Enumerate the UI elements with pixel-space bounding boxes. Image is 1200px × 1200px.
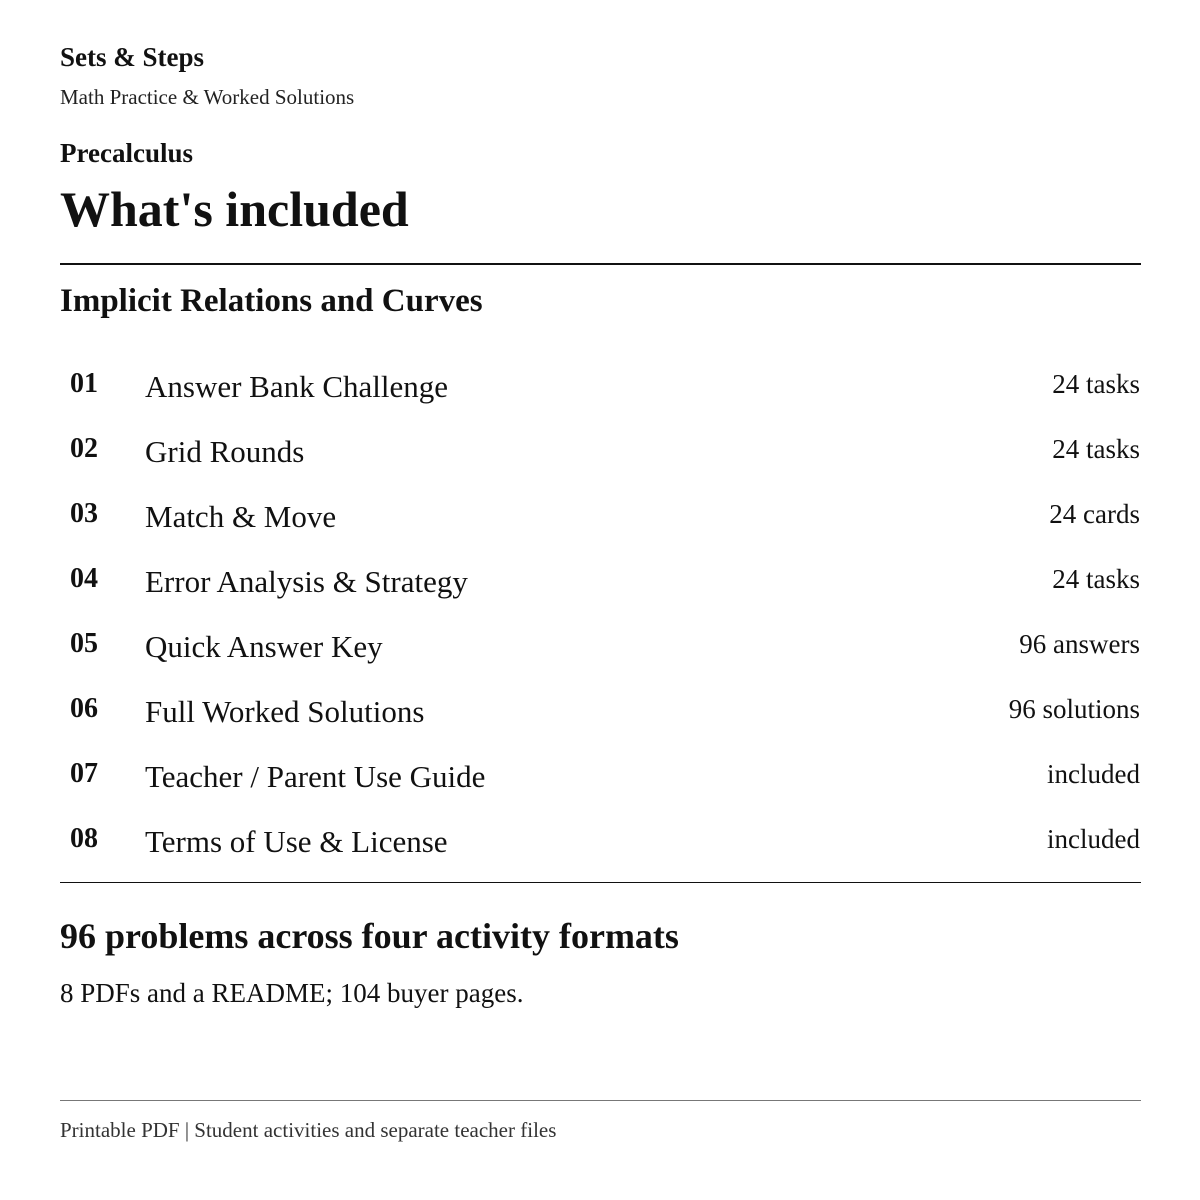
item-number: 02	[70, 433, 98, 464]
brand-name: Sets & Steps	[60, 42, 205, 72]
item-count: 24 tasks	[1052, 434, 1140, 464]
contents-item	[60, 677, 1141, 742]
item-number: 03	[70, 498, 98, 529]
item-title: Full Worked Solutions	[145, 694, 425, 729]
item-title: Match & Move	[145, 499, 337, 534]
item-title: Terms of Use & License	[145, 824, 448, 859]
item-title: Quick Answer Key	[145, 629, 383, 664]
item-count: included	[1047, 759, 1140, 789]
footer-text: Printable PDF | Student activities and separate teacher files	[60, 1118, 557, 1142]
contents-item	[60, 417, 1141, 482]
item-title: Answer Bank Challenge	[145, 369, 449, 404]
document-page	[60, 0, 1141, 1200]
contents-item	[60, 352, 1141, 417]
page-title: What's included	[60, 181, 409, 237]
contents-item	[60, 547, 1141, 612]
contents-item	[60, 612, 1141, 677]
contents-item	[60, 807, 1141, 872]
item-count: 96 solutions	[1008, 694, 1140, 724]
header-divider	[60, 263, 1141, 265]
summary-text: 8 PDFs and a README; 104 buyer pages.	[60, 978, 524, 1008]
item-count: 24 tasks	[1052, 369, 1140, 399]
item-number: 05	[70, 628, 98, 659]
item-title: Error Analysis & Strategy	[145, 564, 468, 599]
item-number: 07	[70, 758, 98, 789]
item-count: included	[1047, 824, 1140, 854]
contents-list	[60, 352, 1141, 872]
section-title: Implicit Relations and Curves	[60, 283, 483, 319]
item-count: 96 answers	[1019, 629, 1140, 659]
item-title: Teacher / Parent Use Guide	[145, 759, 486, 794]
footer-divider	[60, 1100, 1141, 1101]
item-title: Grid Rounds	[145, 434, 305, 469]
subject-label: Precalculus	[60, 138, 193, 168]
item-count: 24 cards	[1049, 499, 1140, 529]
summary-heading: 96 problems across four activity formats	[60, 916, 679, 956]
item-number: 04	[70, 563, 98, 594]
contents-item	[60, 482, 1141, 547]
brand-tagline: Math Practice & Worked Solutions	[60, 85, 355, 109]
contents-divider	[60, 882, 1141, 883]
item-count: 24 tasks	[1052, 564, 1140, 594]
contents-item	[60, 742, 1141, 807]
item-number: 01	[70, 368, 98, 399]
item-number: 08	[70, 823, 98, 854]
item-number: 06	[70, 693, 98, 724]
